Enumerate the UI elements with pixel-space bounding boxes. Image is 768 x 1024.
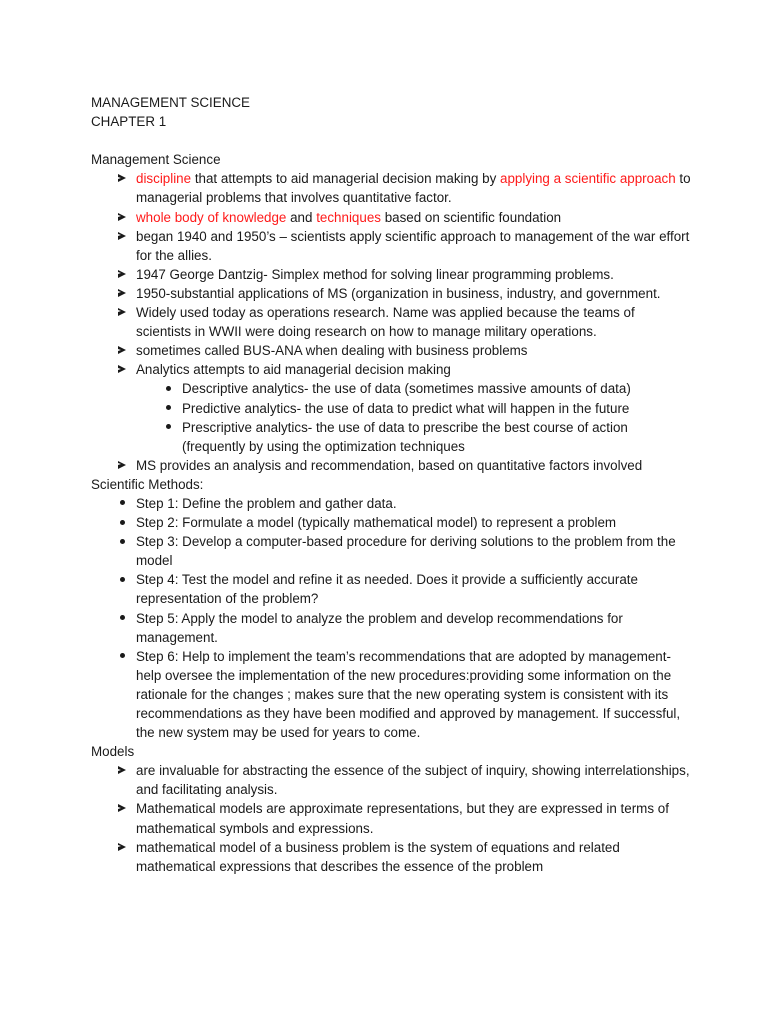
arrow-bullet-icon [116,761,128,780]
arrow-bullet-icon [116,456,128,475]
dot-bullet-icon [116,647,128,666]
body-text: Step 2: Formulate a model (typically mathematical model) to represent a problem [136,515,617,531]
body-text: are invaluable for abstracting the essence of the subject of inquiry, showing interrelationships, and facilitating analysis. [136,763,690,798]
list-item [91,494,691,513]
arrow-bullet-icon [116,265,128,284]
document-title: MANAGEMENT SCIENCE [91,95,250,110]
management-science-list [91,169,691,379]
list-item [91,169,691,207]
list-item [91,532,691,570]
list-item [91,456,691,475]
dot-bullet-icon [116,513,128,532]
body-text: based on scientific foundation [380,209,562,225]
dot-bullet-icon [162,379,174,398]
dot-bullet-icon [116,532,128,551]
body-text: Step 3: Develop a computer-based procedure for deriving solutions to the problem from the model [136,534,676,569]
section-heading-models: Models [91,744,135,760]
list-item [91,227,691,265]
body-text: Prescriptive analytics- the use of data to prescribe the best course of action (frequently by using the optimization techniques [182,419,628,454]
body-text: Step 5: Apply the model to analyze the problem and develop recommendations for management. [136,610,623,645]
list-item [91,838,691,876]
arrow-bullet-icon [116,227,128,246]
body-text: Widely used today as operations research. Name was applied because the teams of scientists in WWII were doing research on how to manage military operations. [136,305,635,340]
list-item [91,799,691,837]
body-text: Step 6: Help to implement the team’s recommendations that are adopted by management-help oversee the implementation of the new procedures:providing some information on the rationale for the changes ; makes sure that the new operating system is consistent with its recommendations as they have been modified and approved by management. If successful, the new system may be used for years to come. [136,648,681,741]
highlight-text: techniques [316,209,381,225]
list-item [91,647,691,742]
body-text: 1947 George Dantzig- Simplex method for solving linear programming problems. [136,266,614,282]
body-text: Analytics attempts to aid managerial decision making [136,362,451,378]
list-item [91,303,691,341]
body-text: Predictive analytics- the use of data to predict what will happen in the future [182,400,630,416]
body-text: 1950-substantial applications of MS (organization in business, industry, and government. [136,285,661,301]
body-text: sometimes called BUS-ANA when dealing with business problems [136,343,528,359]
highlight-text: whole body of knowledge [136,209,287,225]
highlight-text: discipline [136,171,192,187]
list-item [91,609,691,647]
arrow-bullet-icon [116,303,128,322]
models-list [91,761,691,876]
list-item [91,208,691,227]
list-item [91,513,691,532]
section-heading-management-science: Management Science [91,152,221,168]
dot-bullet-icon [116,494,128,513]
list-item [91,418,691,456]
body-text: began 1940 and 1950’s – scientists apply scientific approach to management of the war effort for the allies. [136,228,690,263]
list-item [91,379,691,398]
list-item [91,570,691,608]
scientific-methods-list [91,494,691,742]
list-item [91,761,691,799]
list-item [91,265,691,284]
arrow-bullet-icon [116,284,128,303]
arrow-bullet-icon [116,838,128,857]
spacer [91,131,691,150]
body-text: to managerial problems that involves quantitative factor. [136,171,691,206]
dot-bullet-icon [162,418,174,437]
body-text: that attempts to aid managerial decision making by [191,171,500,187]
body-text: and [286,209,317,225]
arrow-bullet-icon [116,799,128,818]
arrow-bullet-icon [116,360,128,379]
body-text: Step 1: Define the problem and gather data. [136,495,397,511]
body-text: mathematical model of a business problem is the system of equations and related mathematical expressions that describes the essence of the problem [136,839,620,874]
analytics-sublist [91,379,691,455]
body-text: Step 4: Test the model and refine it as needed. Does it provide a sufficiently accurate representation of the problem? [136,572,638,607]
list-item [91,360,691,379]
chapter-label: CHAPTER 1 [91,114,167,130]
management-science-summary [91,456,691,475]
list-item [91,284,691,303]
dot-bullet-icon [162,399,174,418]
dot-bullet-icon [116,609,128,628]
arrow-bullet-icon [116,169,128,188]
list-item [91,341,691,360]
list-item [91,399,691,418]
body-text: Descriptive analytics- the use of data (sometimes massive amounts of data) [182,381,631,397]
arrow-bullet-icon [116,208,128,227]
body-text: MS provides an analysis and recommendation, based on quantitative factors involved [136,457,643,473]
document-body [91,93,691,876]
dot-bullet-icon [116,570,128,589]
highlight-text: applying a scientific approach [500,171,676,187]
section-heading-scientific-methods: Scientific Methods: [91,476,204,492]
body-text: Mathematical models are approximate representations, but they are expressed in terms of mathematical symbols and expressions. [136,801,669,836]
arrow-bullet-icon [116,341,128,360]
